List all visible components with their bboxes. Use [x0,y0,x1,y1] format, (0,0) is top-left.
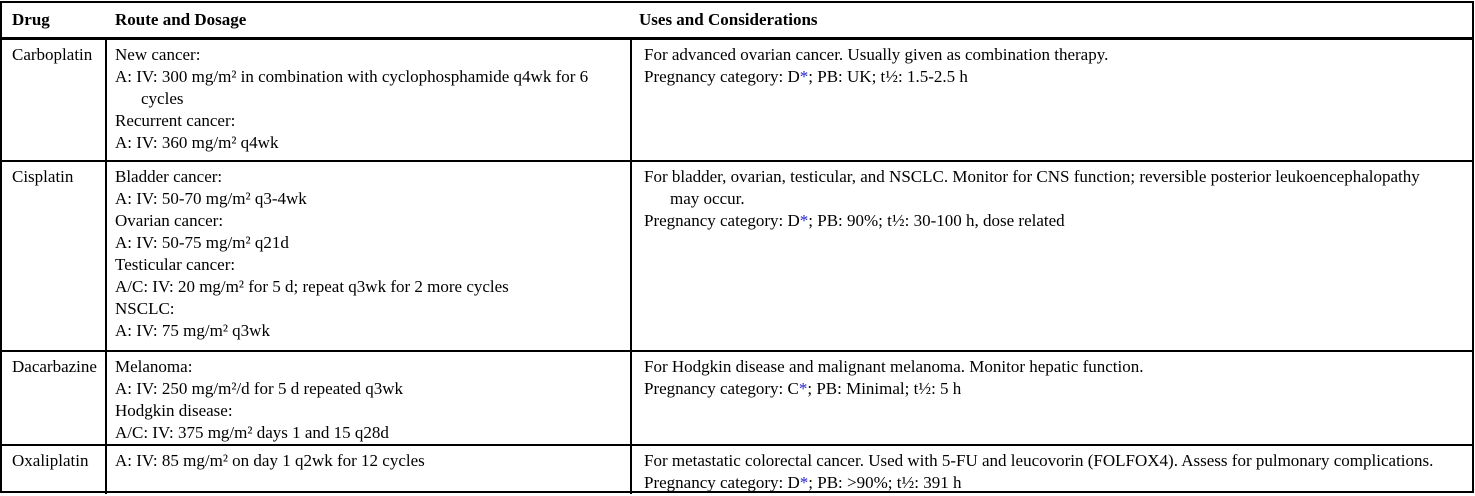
pregnancy-rest: ; PB: >90%; t½: 391 h [808,473,962,492]
drug-name: Dacarbazine [12,357,97,376]
dosage-line: A/C: IV: 20 mg/m² for 5 d; repeat q3wk for 2 more cycles [115,277,509,296]
column-header-drug: Drug [12,10,50,29]
uses-considerations-cell [632,446,1472,494]
dosage-line: A: IV: 75 mg/m² q3wk [115,321,270,340]
uses-considerations-cell [632,352,1472,444]
dosage-line: A: IV: 50-70 mg/m² q3-4wk [115,189,307,208]
dosage-line: Testicular cancer: [115,255,236,274]
drug-table [0,1,1474,493]
drug-name-cell [2,40,107,160]
dosage-line: Melanoma: [115,357,193,376]
pregnancy-prefix: Pregnancy category: [644,473,788,492]
footnote-asterisk[interactable]: * [799,67,809,86]
route-dosage-cell [107,352,632,444]
pregnancy-rest: ; PB: Minimal; t½: 5 h [807,379,962,398]
pregnancy-category: D [787,211,800,230]
uses-line: may occur. [670,189,745,208]
uses-line: For bladder, ovarian, testicular, and NSCLC. Monitor for CNS function; reversible posterior leukoencephalopathy [644,167,1420,186]
table-row [2,162,1472,352]
uses-line: For metastatic colorectal cancer. Used with 5-FU and leucovorin (FOLFOX4). Assess for pulmonary complications. [644,451,1434,470]
dosage-line: Ovarian cancer: [115,211,224,230]
pregnancy-rest: ; PB: UK; t½: 1.5-2.5 h [808,67,968,86]
table-header-row [2,3,1472,40]
pregnancy-rest: ; PB: 90%; t½: 30-100 h, dose related [808,211,1065,230]
pregnancy-category: D [787,67,800,86]
column-header-uses: Uses and Considerations [639,10,818,29]
pregnancy-prefix: Pregnancy category: [644,67,788,86]
dosage-line: A: IV: 85 mg/m² on day 1 q2wk for 12 cycles [115,451,425,470]
footnote-asterisk[interactable]: * [798,379,808,398]
pregnancy-line [644,66,1464,88]
dosage-line: cycles [141,89,184,108]
dosage-line: A: IV: 250 mg/m²/d for 5 d repeated q3wk [115,379,404,398]
drug-name-cell [2,352,107,444]
dosage-line: Bladder cancer: [115,167,223,186]
route-dosage-cell [107,446,632,494]
dosage-line: NSCLC: [115,299,175,318]
footnote-asterisk[interactable]: * [799,473,809,492]
pregnancy-line [644,210,1464,232]
route-dosage-cell [107,162,632,350]
drug-name: Cisplatin [12,167,74,186]
pregnancy-category: C [787,379,799,398]
pregnancy-prefix: Pregnancy category: [644,211,788,230]
drug-name: Oxaliplatin [12,451,89,470]
dosage-line: A: IV: 360 mg/m² q4wk [115,133,279,152]
dosage-line: Hodgkin disease: [115,401,233,420]
route-dosage-cell [107,40,632,160]
uses-considerations-cell [632,162,1472,350]
column-header-route: Route and Dosage [115,10,247,29]
pregnancy-prefix: Pregnancy category: [644,379,788,398]
drug-name-cell [2,446,107,494]
table-row [2,352,1472,446]
dosage-line: Recurrent cancer: [115,111,236,130]
uses-line: For advanced ovarian cancer. Usually given as combination therapy. [644,45,1109,64]
table-row [2,446,1472,494]
dosage-line: New cancer: [115,45,201,64]
dosage-line: A: IV: 50-75 mg/m² q21d [115,233,289,252]
uses-considerations-cell [632,40,1472,160]
dosage-line: A/C: IV: 375 mg/m² days 1 and 15 q28d [115,423,389,442]
pregnancy-line [644,378,1464,400]
uses-line: For Hodgkin disease and malignant melanoma. Monitor hepatic function. [644,357,1144,376]
dosage-line: A: IV: 300 mg/m² in combination with cyclophosphamide q4wk for 6 [115,67,589,86]
pregnancy-line [644,472,1464,494]
table-row [2,40,1472,162]
drug-name: Carboplatin [12,45,93,64]
drug-name-cell [2,162,107,350]
footnote-asterisk[interactable]: * [799,211,809,230]
pregnancy-category: D [787,473,800,492]
